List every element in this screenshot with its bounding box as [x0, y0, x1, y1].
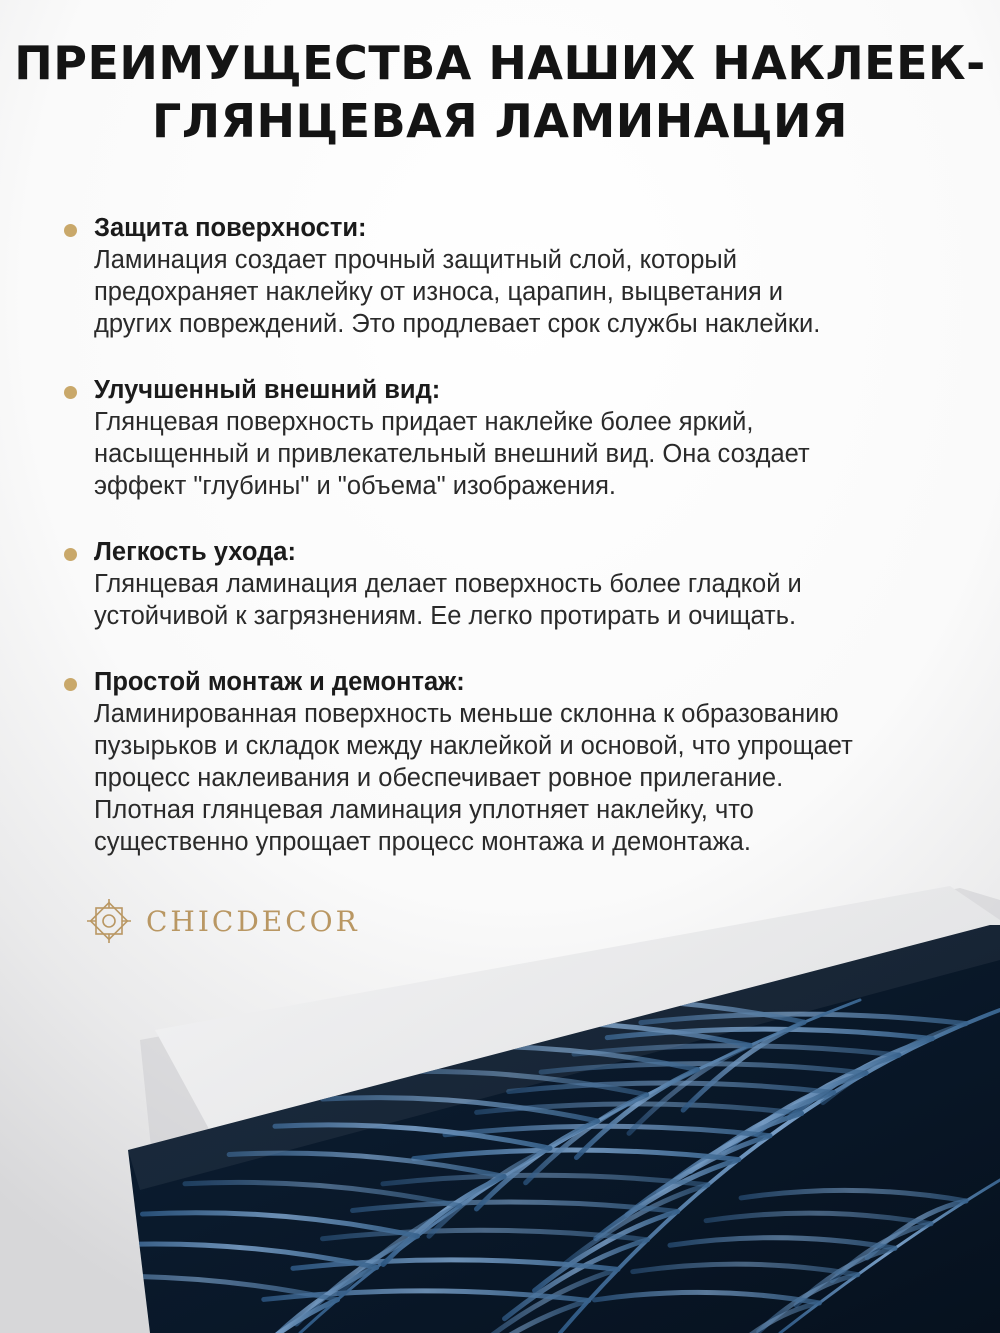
feature-text-line: Плотная глянцевая ламинация уплотняет наклейку, что: [94, 796, 754, 824]
bullet-icon: [64, 678, 77, 691]
feature-title: Легкость ухода:: [94, 538, 296, 566]
feature-text-line: устойчивой к загрязнениям. Ее легко протирать и очищать.: [94, 602, 797, 630]
title-line-1: ПРЕИМУЩЕСТВА НАШИХ НАКЛЕЕК-: [14, 36, 986, 90]
brand-logo: [84, 896, 360, 946]
feature-text-line: других повреждений. Это продлевает срок службы наклейки.: [94, 310, 821, 338]
feature-text-line: Ламинация создает прочный защитный слой, который: [94, 246, 737, 274]
page-title: [0, 34, 1000, 150]
bullet-icon: [64, 224, 77, 237]
feature-item-surface-protection: [64, 212, 964, 340]
feature-text-line: насыщенный и привлекательный внешний вид. Она создает: [94, 440, 810, 468]
feature-item-installation: [64, 666, 964, 858]
feature-text-line: Глянцевая поверхность придает наклейке более яркий,: [94, 408, 754, 436]
feature-text-line: Глянцевая ламинация делает поверхность более гладкой и: [94, 570, 802, 598]
feature-item-appearance: [64, 374, 964, 502]
feature-text-line: предохраняет наклейку от износа, царапин, выцветания и: [94, 278, 784, 306]
feature-text-line: эффект "глубины" и "объема" изображения.: [94, 472, 617, 500]
feature-item-easy-care: [64, 536, 964, 632]
feature-title: Улучшенный внешний вид:: [94, 376, 441, 404]
bullet-icon: [64, 548, 77, 561]
title-line-2: ГЛЯНЦЕВАЯ ЛАМИНАЦИЯ: [152, 94, 848, 148]
feature-title: Простой монтаж и демонтаж:: [94, 668, 465, 696]
feature-text-line: процесс наклеивания и обеспечивает ровное прилегание.: [94, 764, 784, 792]
feature-text-line: пузырьков и складок между наклейкой и основой, что упрощает: [94, 732, 853, 760]
feature-list: [64, 212, 964, 892]
feature-title: Защита поверхности:: [94, 214, 367, 242]
geometric-star-logo-icon: [84, 896, 134, 946]
feature-text-line: Ламинированная поверхность меньше склонна к образованию: [94, 700, 839, 728]
bullet-icon: [64, 386, 77, 399]
brand-name: CHICDECOR: [146, 904, 360, 938]
feature-text-line: существенно упрощает процесс монтажа и демонтажа.: [94, 828, 751, 856]
